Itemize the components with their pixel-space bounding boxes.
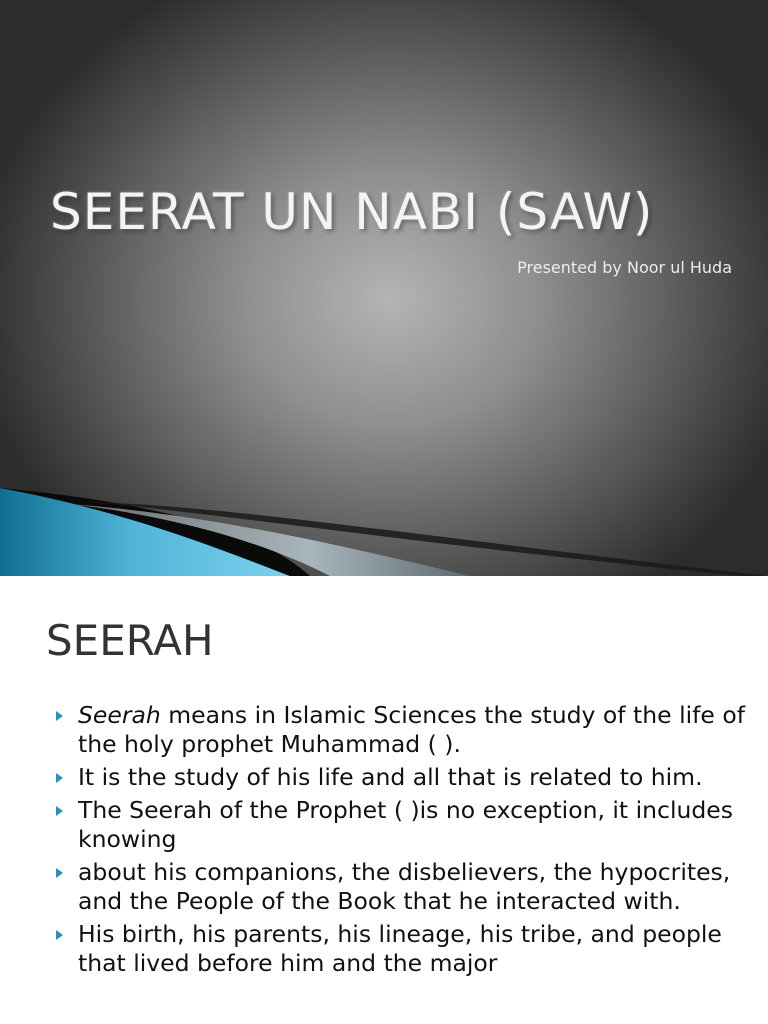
list-item	[54, 920, 754, 978]
bullet-text: means in Islamic Sciences the study of the life of the holy prophet Muhammad ( ).	[78, 701, 745, 758]
slide-title: SEERAT UN NABI (SAW)	[50, 183, 654, 241]
triangle-bullet-icon	[56, 806, 63, 816]
list-item	[54, 701, 754, 759]
bullet-text: about his companions, the disbelievers, the hypocrites, and the People of the Book that he interacted with.	[78, 858, 731, 915]
triangle-bullet-icon	[56, 773, 63, 783]
content-slide	[0, 576, 768, 1024]
bullet-text: His birth, his parents, his lineage, his tribe, and people that lived before him and the major	[78, 920, 722, 977]
triangle-bullet-icon	[56, 868, 63, 878]
triangle-bullet-icon	[56, 711, 63, 721]
slide-heading: SEERAH	[46, 616, 214, 665]
triangle-bullet-icon	[56, 930, 63, 940]
list-item	[54, 858, 754, 916]
decorative-swoosh	[0, 470, 768, 576]
bullet-list	[54, 701, 754, 982]
emphasis-text: Seerah	[78, 701, 161, 729]
slide-subtitle: Presented by Noor ul Huda	[517, 258, 732, 277]
list-item	[54, 763, 754, 792]
bullet-text: It is the study of his life and all that is related to him.	[78, 763, 703, 791]
bullet-text: The Seerah of the Prophet ( )is no exception, it includes knowing	[78, 796, 734, 853]
list-item	[54, 796, 754, 854]
